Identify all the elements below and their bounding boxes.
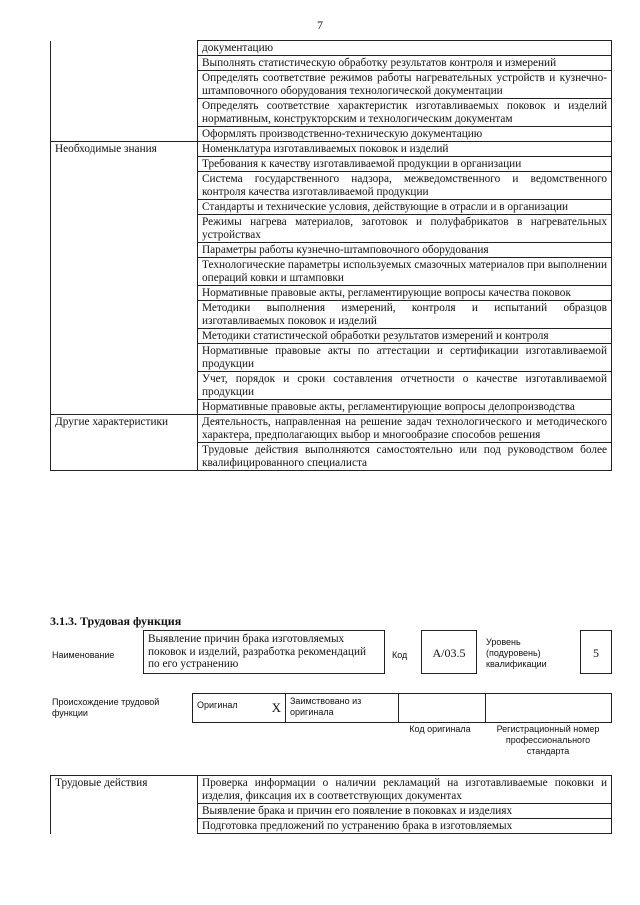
group-header-spacer	[51, 819, 198, 834]
origin-reg-caption: Регистрационный номер профессионального стандарта	[496, 724, 600, 756]
table-row	[51, 819, 612, 834]
origin-original-cell	[193, 694, 286, 723]
table-cell: Номенклатура изготавливаемых поковок и изделий	[198, 142, 612, 157]
group-header-spacer	[51, 172, 198, 200]
labor-actions-table	[50, 775, 612, 834]
table-row	[51, 301, 612, 329]
table-row	[51, 372, 612, 400]
table-cell: Параметры работы кузнечно-штамповочного оборудования	[198, 243, 612, 258]
table-cell: Система государственного надзора, межведомственного и ведомственного контроля качества изготавливаемой продукции	[198, 172, 612, 200]
origin-table	[192, 693, 612, 723]
function-name-label: Наименование	[52, 650, 115, 660]
table-cell: Трудовые действия выполняются самостоятельно или под руководством более квалифицированного специалиста	[198, 443, 612, 471]
table-row	[51, 804, 612, 819]
function-code-value: А/03.5	[421, 630, 477, 674]
table-row	[51, 200, 612, 215]
labor-actions-header: Трудовые действия	[51, 776, 198, 804]
group-header-spacer	[51, 804, 198, 819]
table-cell: Оформлять производственно-техническую документацию	[198, 127, 612, 142]
table-cell: Режимы нагрева материалов, заготовок и полуфабрикатов в нагревательных устройствах	[198, 215, 612, 243]
group-header-spacer	[51, 372, 198, 400]
table-row	[51, 400, 612, 415]
table-row	[51, 329, 612, 344]
group-header-spacer	[51, 127, 198, 142]
table-row	[51, 127, 612, 142]
group-header-spacer	[51, 400, 198, 415]
origin-original-label: Оригинал	[197, 700, 238, 710]
qualification-level-label: Уровень (подуровень) квалификации	[486, 637, 547, 669]
table-cell: Технологические параметры используемых смазочных материалов при выполнении операций ковки и штамповки	[198, 258, 612, 286]
section-title: 3.1.3. Трудовая функция	[50, 614, 182, 628]
table-row	[51, 443, 612, 471]
table-row	[51, 41, 612, 56]
group-header-spacer	[51, 286, 198, 301]
table-cell: Определять соответствие режимов работы нагревательных устройств и кузнечно-штамповочного оборудования технологической документации	[198, 71, 612, 99]
group-header-spacer	[51, 344, 198, 372]
table-cell: Требования к качеству изготавливаемой продукции в организации	[198, 157, 612, 172]
group-header: Другие характеристики	[51, 415, 198, 443]
table-row	[51, 286, 612, 301]
table-row	[51, 142, 612, 157]
group-header-spacer	[51, 200, 198, 215]
table-row	[51, 56, 612, 71]
group-header-spacer	[51, 443, 198, 471]
table-cell: документацию	[198, 41, 612, 56]
table-row	[51, 71, 612, 99]
page-number: 7	[317, 18, 323, 32]
table-cell: Методики выполнения измерений, контроля и испытаний образцов изготавливаемых поковок и изделий	[198, 301, 612, 329]
group-header-spacer	[51, 329, 198, 344]
group-header	[51, 41, 198, 56]
group-header-spacer	[51, 71, 198, 99]
group-header-spacer	[51, 243, 198, 258]
origin-reg-cell	[486, 694, 612, 723]
origin-code-cell	[399, 694, 486, 723]
competency-table	[50, 40, 612, 471]
origin-borrowed-cell	[286, 694, 399, 723]
table-cell: Нормативные правовые акты, регламентирующие вопросы делопроизводства	[198, 400, 612, 415]
table-cell: Учет, порядок и сроки составления отчетности о качестве изготавливаемой продукции	[198, 372, 612, 400]
group-header-spacer	[51, 157, 198, 172]
table-cell: Нормативные правовые акты, регламентирующие вопросы качества поковок	[198, 286, 612, 301]
table-row	[51, 172, 612, 200]
table-cell: Определять соответствие характеристик изготавливаемых поковок и изделий нормативным, конструкторским и технологическим документам	[198, 99, 612, 127]
group-header-spacer	[51, 215, 198, 243]
origin-original-mark: X	[271, 700, 281, 715]
table-cell: Стандарты и технические условия, действующие в отрасли и в организации	[198, 200, 612, 215]
function-name-value: Выявление причин брака изготовляемых поковок и изделий, разработка рекомендаций по его устранению	[143, 630, 385, 674]
table-row	[51, 415, 612, 443]
table-row	[51, 776, 612, 804]
function-code-label: Код	[392, 650, 408, 660]
table-cell: Выявление брака и причин его появление в поковках и изделиях	[198, 804, 612, 819]
origin-label: Происхождение трудовой функции	[52, 697, 160, 718]
table-cell: Проверка информации о наличии рекламаций на изготавливаемые поковки и изделия, фиксация их в соответствующих документах	[198, 776, 612, 804]
table-cell: Выполнять статистическую обработку результатов контроля и измерений	[198, 56, 612, 71]
origin-code-caption: Код оригинала	[409, 724, 471, 734]
table-row	[51, 215, 612, 243]
group-header-spacer	[51, 99, 198, 127]
table-row	[51, 344, 612, 372]
group-header-spacer	[51, 258, 198, 286]
table-row	[51, 243, 612, 258]
table-row	[51, 157, 612, 172]
table-cell: Подготовка предложений по устранению брака в изготовляемых	[198, 819, 612, 834]
group-header: Необходимые знания	[51, 142, 198, 157]
table-row	[51, 258, 612, 286]
table-cell: Нормативные правовые акты по аттестации и сертификации изготавливаемой продукции	[198, 344, 612, 372]
origin-borrowed-label: Заимствовано из оригинала	[290, 696, 362, 717]
group-header-spacer	[51, 56, 198, 71]
table-row	[51, 99, 612, 127]
qualification-level-value: 5	[580, 630, 612, 674]
table-cell: Методики статистической обработки результатов измерений и контроля	[198, 329, 612, 344]
group-header-spacer	[51, 301, 198, 329]
table-cell: Деятельность, направленная на решение задач технологического и методического характера, предполагающих выбор и многообразие способов решения	[198, 415, 612, 443]
